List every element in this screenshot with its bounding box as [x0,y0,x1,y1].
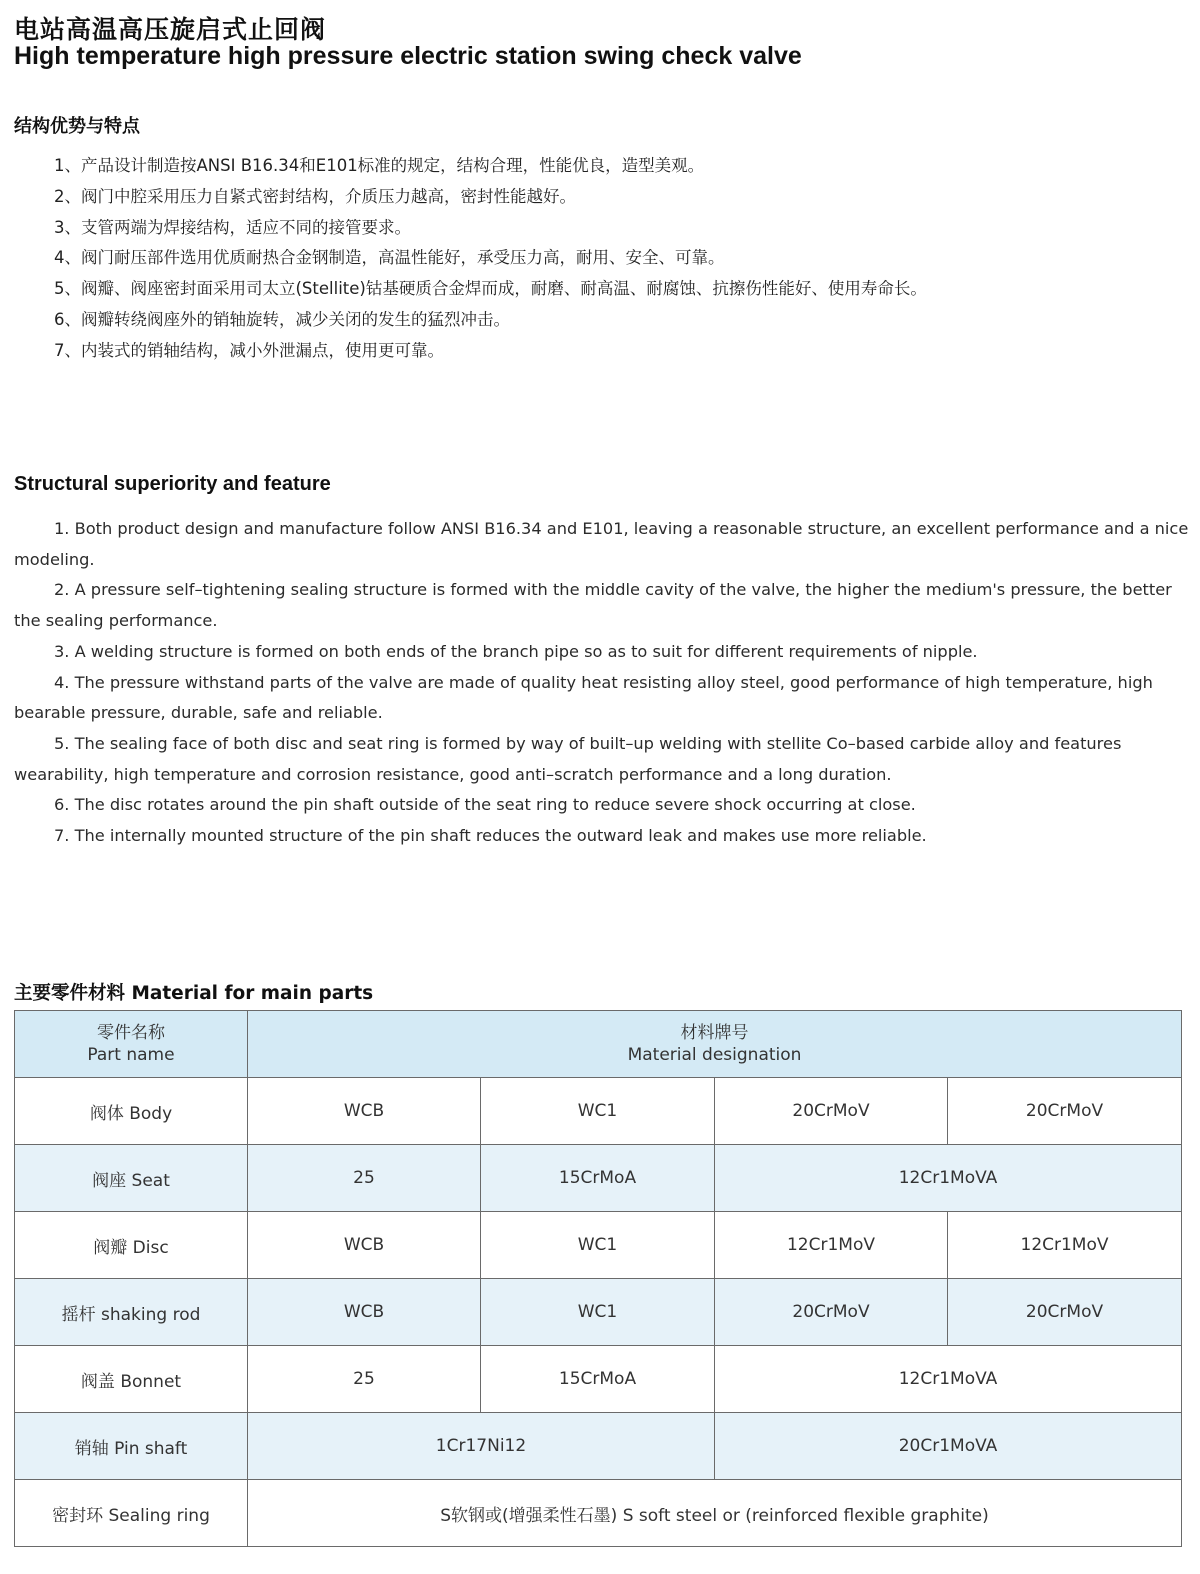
material-cell: 15CrMoA [481,1346,715,1413]
feature-item-en-6: 6. The disc rotates around the pin shaft outside of the seat ring to reduce severe shock occurring at close. [54,795,916,815]
header-material-en: Material designation [627,1045,802,1065]
feature-item-cn-7: 7、内装式的销轴结构，减小外泄漏点，使用更可靠。 [54,340,444,360]
features-heading-chinese: 结构优势与特点 [14,116,140,137]
material-cell: 12Cr1MoVA [715,1346,1182,1413]
material-cell: WC1 [481,1279,715,1346]
table-header-row [15,1011,1182,1078]
part-name-cell: 阀体 Body [15,1078,248,1145]
header-part-name-cn: 零件名称 [97,1023,165,1043]
feature-item-en-1: 1. Both product design and manufacture follow ANSI B16.34 and E101, leaving a reasonable structure, an excellent performance and a nice modeling. [14,519,1189,569]
feature-item-cn-1: 1、产品设计制造按ANSI B16.34和E101标准的规定，结构合理，性能优良，造型美观。 [54,156,705,175]
table-row-disc [15,1212,1182,1279]
material-cell: S软钢或(增强柔性石墨) S soft steel or (reinforced flexible graphite) [248,1480,1182,1547]
feature-item-en-3: 3. A welding structure is formed on both ends of the branch pipe so as to suit for different requirements of nipple. [54,641,978,661]
table-row-sealing-ring [15,1480,1182,1547]
material-cell: WCB [248,1212,481,1279]
material-cell: WCB [248,1279,481,1346]
table-row-bonnet [15,1346,1182,1413]
material-cell: WCB [248,1078,481,1145]
material-cell: 20CrMoV [715,1279,948,1346]
feature-item-en-2: 2. A pressure self–tightening sealing structure is formed with the middle cavity of the valve, the higher the medium's pressure, the better the sealing performance. [14,580,1172,631]
material-cell: 15CrMoA [481,1145,715,1212]
feature-item-cn-6: 6、阀瓣转绕阀座外的销轴旋转，减少关闭的发生的猛烈冲击。 [54,309,510,329]
material-cell: 20CrMoV [715,1078,948,1145]
header-material-designation [248,1011,1182,1078]
part-name-cell: 阀瓣 Disc [15,1212,248,1279]
features-heading-english: Structural superiority and feature [14,473,331,495]
part-name-cell: 阀盖 Bonnet [15,1346,248,1413]
header-part-name-en: Part name [87,1045,175,1065]
material-cell: 25 [248,1346,481,1413]
table-row-body [15,1078,1182,1145]
table-row-seat [15,1145,1182,1212]
materials-table-heading: 主要零件材料 Material for main parts [14,983,374,1004]
feature-item-en-7: 7. The internally mounted structure of the pin shaft reduces the outward leak and makes use more reliable. [54,826,927,846]
part-name-cell: 阀座 Seat [15,1145,248,1212]
material-cell: WC1 [481,1212,715,1279]
page-title-chinese: 电站高温高压旋启式止回阀 [14,15,327,44]
table-row-shaking-rod [15,1279,1182,1346]
material-cell: 12Cr1MoV [948,1212,1182,1279]
material-cell: 1Cr17Ni12 [248,1413,715,1480]
feature-item-en-5: 5. The sealing face of both disc and seat ring is formed by way of built–up welding with stellite Co–based carbide alloy and features wearability, high temperature and corrosion resistance, good anti–scratch performance and a long duration. [14,733,1122,784]
material-cell: WC1 [481,1078,715,1145]
material-cell: 20CrMoV [948,1078,1182,1145]
features-list-chinese [54,151,1194,367]
material-cell: 12Cr1MoVA [715,1145,1182,1212]
feature-item-cn-5: 5、阀瓣、阀座密封面采用司太立(Stellite)钴基硬质合金焊而成，耐磨、耐高温、耐腐蚀、抗擦伤性能好、使用寿命长。 [54,279,927,299]
header-part-name [15,1011,248,1078]
feature-item-en-4: 4. The pressure withstand parts of the valve are made of quality heat resisting alloy steel, good performance of high temperature, high bearable pressure, durable, safe and reliable. [14,672,1153,723]
feature-item-cn-2: 2、阀门中腔采用压力自紧式密封结构，介质压力越高，密封性能越好。 [54,186,576,206]
feature-item-cn-4: 4、阀门耐压部件选用优质耐热合金钢制造，高温性能好，承受压力高，耐用、安全、可靠。 [54,248,725,268]
materials-table [14,1010,1182,1547]
material-cell: 25 [248,1145,481,1212]
material-cell: 20CrMoV [948,1279,1182,1346]
header-material-cn: 材料牌号 [680,1023,749,1043]
feature-item-cn-3: 3、支管两端为焊接结构，适应不同的接管要求。 [54,217,411,237]
part-name-cell: 密封环 Sealing ring [15,1480,248,1547]
part-name-cell: 摇杆 shaking rod [15,1279,248,1346]
features-list-english [14,514,1200,852]
table-row-pin-shaft [15,1413,1182,1480]
page-title-english: High temperature high pressure electric station swing check valve [14,42,802,70]
material-cell: 12Cr1MoV [715,1212,948,1279]
material-cell: 20Cr1MoVA [715,1413,1182,1480]
part-name-cell: 销轴 Pin shaft [15,1413,248,1480]
